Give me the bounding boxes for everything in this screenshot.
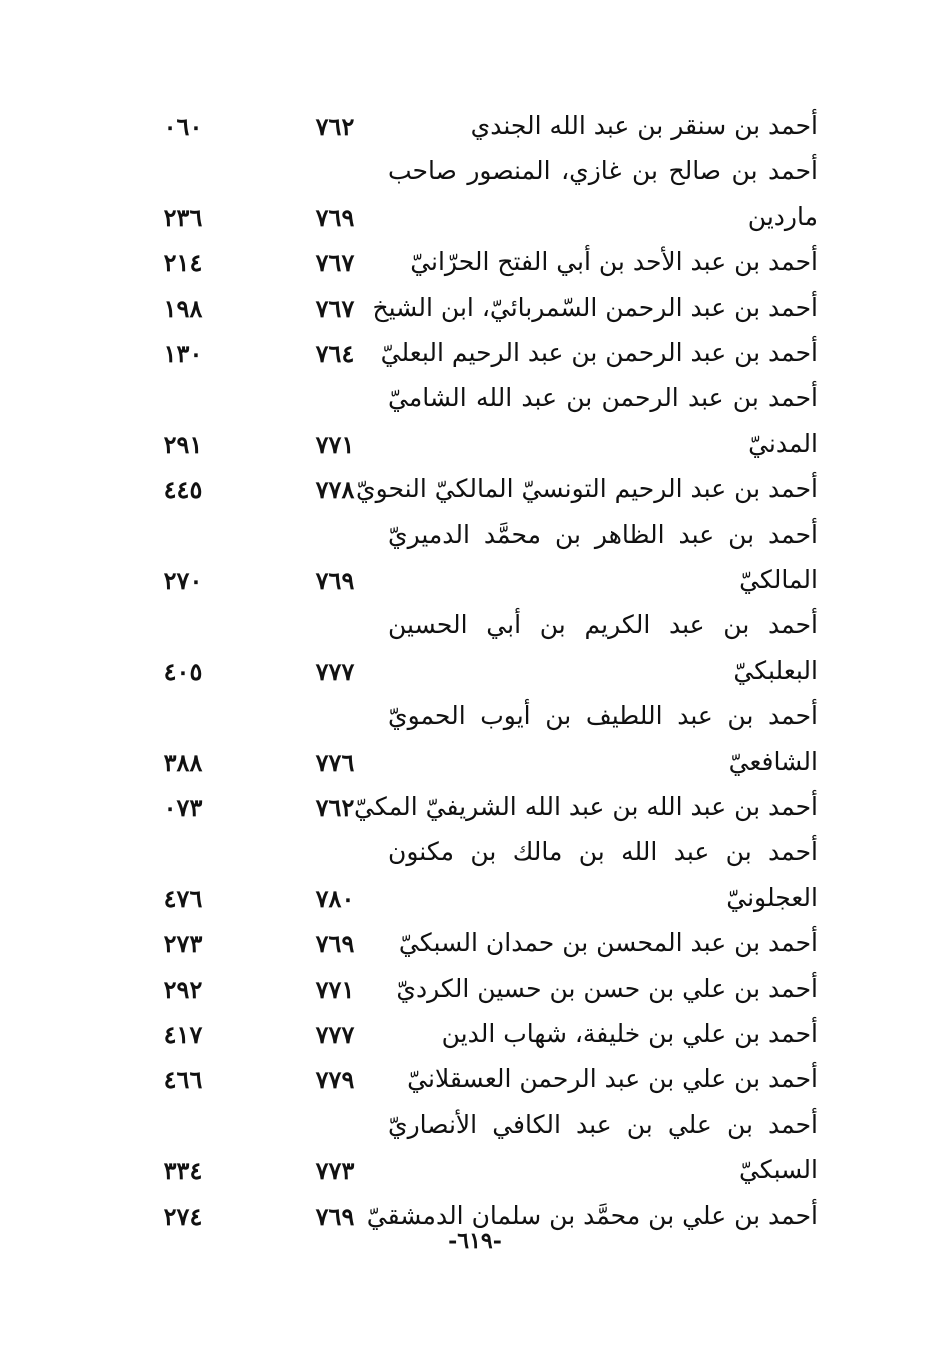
entry-name: أحمد بن عبد المحسن بن حمدان السبكيّ: [398, 928, 818, 958]
entry-name: أحمد بن علي بن محمَّد بن سلمان الدمشقيّ: [366, 1200, 818, 1230]
index-entry: [0, 1013, 943, 1057]
entry-page: ٢٩١: [163, 429, 203, 459]
entry-year: ٧٧٨: [315, 475, 355, 505]
index-entry: [0, 1104, 943, 1148]
entry-year: ٧٧٧: [315, 1020, 355, 1049]
entry-name: أحمد بن صالح بن غازي، المنصور صاحب: [388, 156, 818, 186]
entry-name: أحمد بن عبد الرحمن بن عبد الرحيم البعليّ: [380, 338, 818, 367]
index-entry: [0, 514, 943, 558]
entry-name: المدنيّ: [748, 428, 818, 458]
entry-year: ٧٦٤: [315, 339, 355, 368]
entry-name: أحمد بن عبد الرحمن بن عبد الله الشاميّ: [388, 383, 818, 413]
entry-name: الشافعيّ: [728, 746, 818, 776]
index-entry: [0, 922, 943, 966]
entry-name: أحمد بن علي بن حسن بن حسين الكرديّ: [396, 973, 818, 1003]
index-entry: [0, 604, 943, 648]
entry-name: أحمد بن علي بن خليفة، شهاب الدين: [441, 1019, 818, 1048]
entry-name: البعلبكيّ: [733, 655, 818, 685]
index-entry: [0, 741, 943, 785]
entry-page: ٤٠٥: [163, 656, 203, 686]
index-entry: [0, 650, 943, 694]
entry-page: ٣٣٤: [163, 1156, 203, 1186]
entry-year: ٧٧١: [315, 974, 355, 1004]
index-entry: [0, 150, 943, 194]
index-entry: [0, 196, 943, 240]
entry-year: ٧٦٢: [315, 793, 355, 822]
index-entry: [0, 241, 943, 285]
index-entry: [0, 831, 943, 875]
entry-year: ٧٦٩: [315, 566, 355, 595]
entry-page: ٠٧٣: [163, 793, 203, 822]
entry-year: ٧٧١: [315, 429, 355, 459]
index-entry: [0, 786, 943, 830]
entry-page: ٢٧٤: [163, 1201, 203, 1231]
entry-name: السبكيّ: [738, 1155, 818, 1185]
entry-name: أحمد بن عبد الله بن مالك بن مكنون: [388, 837, 818, 867]
entry-year: ٧٧٣: [315, 1156, 355, 1186]
entry-page: ٣٨٨: [163, 747, 203, 777]
entry-name: أحمد بن علي بن عبد الرحمن العسقلانيّ: [407, 1064, 818, 1094]
entry-name: أحمد بن سنقر بن عبد الله الجندي: [470, 111, 818, 140]
index-entry: [0, 468, 943, 512]
entry-year: ٧٦٩: [315, 929, 355, 959]
index-entry: [0, 1149, 943, 1193]
entry-name: أحمد بن علي بن عبد الكافي الأنصاريّ: [388, 1109, 818, 1139]
entry-year: ٧٦٧: [315, 248, 355, 278]
index-entry: [0, 1058, 943, 1102]
entry-name: ماردين: [747, 201, 818, 231]
entry-year: ٧٨٠: [315, 883, 355, 913]
index-entry: [0, 877, 943, 921]
entry-page: ٢٧٠: [163, 566, 203, 595]
index-entry: [0, 377, 943, 421]
entry-year: ٧٦٩: [315, 1201, 355, 1231]
entry-year: ٧٧٧: [315, 656, 355, 686]
entry-year: ٧٦٢: [315, 112, 355, 141]
entry-year: ٧٧٩: [315, 1065, 355, 1095]
index-entry: [0, 287, 943, 331]
index-entry: [0, 695, 943, 739]
entry-page: ٢٧٣: [163, 929, 203, 959]
index-entry: [0, 968, 943, 1012]
entry-page: ٢٣٦: [163, 202, 203, 232]
entry-name: أحمد بن عبد الرحمن السّمربائيّ، ابن الشيخ: [372, 292, 818, 322]
index-entry: [0, 423, 943, 467]
entry-page: ٤٤٥: [163, 475, 203, 505]
entry-page: ٠٦٠: [163, 112, 203, 141]
index-entry: [0, 332, 943, 376]
entry-page: ٢١٤: [163, 248, 203, 278]
entry-page: ٤١٧: [163, 1020, 203, 1049]
entry-name: أحمد بن عبد الأحد بن أبي الفتح الحرّانيّ: [410, 247, 818, 277]
index-entry: [0, 559, 943, 603]
entry-year: ٧٦٧: [315, 293, 355, 323]
entry-name: أحمد بن عبد الرحيم التونسيّ المالكيّ النحويّ: [356, 474, 818, 504]
entry-name: أحمد بن عبد الكريم بن أبي الحسين: [388, 610, 818, 640]
entry-name: أحمد بن عبد الظاهر بن محمَّد الدميريّ: [388, 519, 818, 549]
entry-year: ٧٧٦: [315, 747, 355, 777]
index-entry: [0, 105, 943, 149]
page-number: -٦١٩-: [448, 1228, 502, 1254]
entry-page: ٢٩٢: [163, 974, 203, 1004]
entry-page: ٤٧٦: [163, 883, 203, 913]
entry-name: أحمد بن عبد الله بن عبد الله الشريفيّ المكيّ: [354, 792, 818, 821]
entry-page: ٤٦٦: [163, 1065, 203, 1095]
entry-year: ٧٦٩: [315, 202, 355, 232]
entry-page: ١٣٠: [163, 339, 203, 368]
entry-name: المالكيّ: [739, 565, 818, 594]
entry-name: أحمد بن عبد اللطيف بن أيوب الحمويّ: [388, 701, 818, 731]
entry-name: العجلونيّ: [726, 882, 818, 912]
entry-page: ١٩٨: [163, 293, 203, 323]
